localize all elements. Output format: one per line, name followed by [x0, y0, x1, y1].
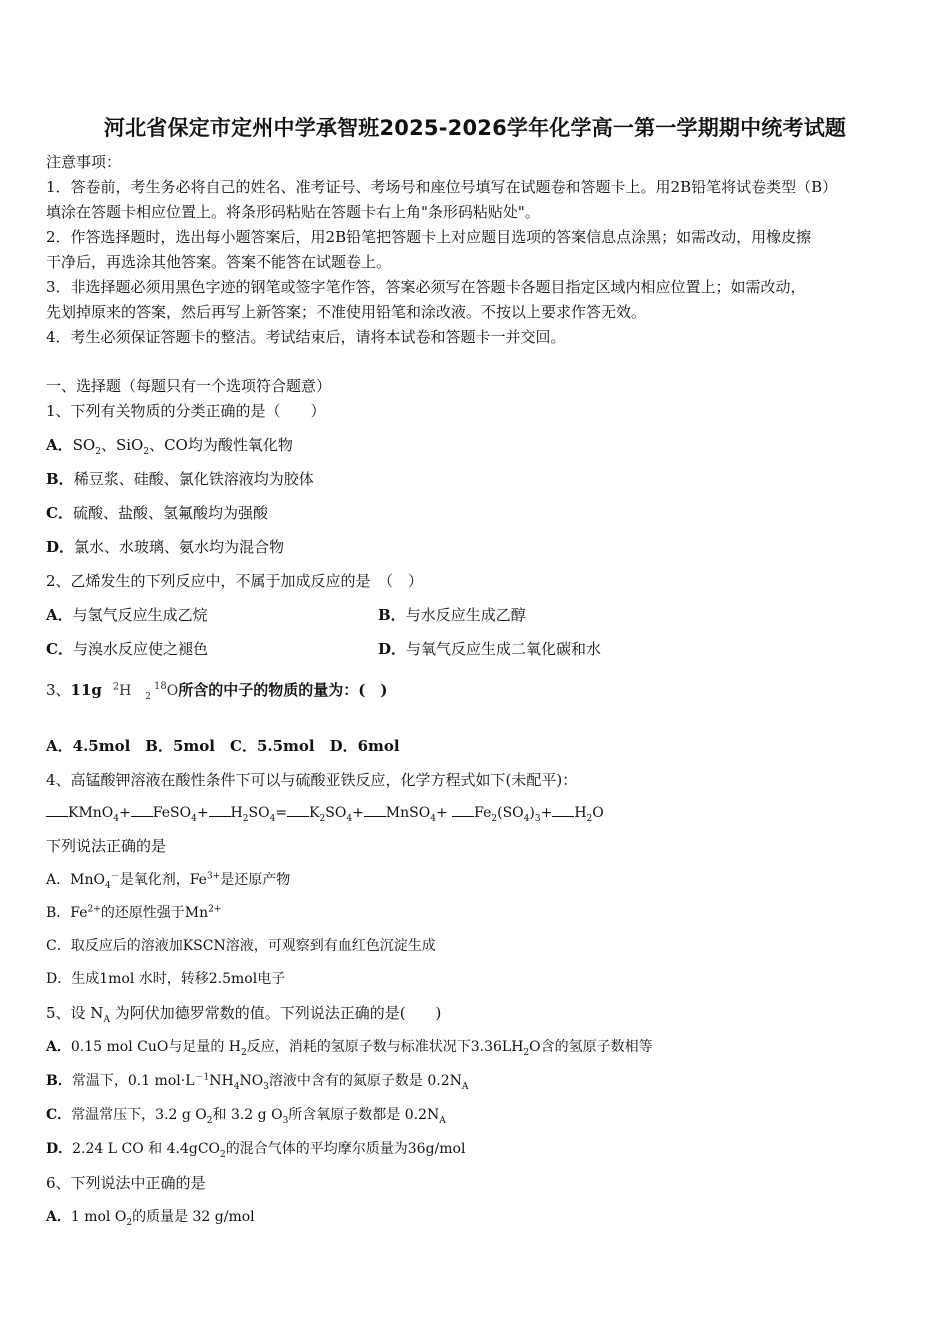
question-4-option-b: B．$Fe^{2+}$的还原性强于$Mn^{2+}$: [46, 904, 222, 921]
question-2-option-d: D．与氧气反应生成二氧化碳和水: [378, 640, 602, 658]
question-1-option-a: A．$SO_2$、SiO$_2$、CO均为酸性氧化物: [46, 436, 293, 457]
notice-line: 1．答卷前，考生务必将自己的姓名、准考证号、考场号和座位号填写在试题卷和答题卡上。用2B铅笔将试卷类型（B）: [46, 178, 838, 196]
question-5-option-a: A．0.15 mol CuO与足量的 $H_2$反应，消耗的氢原子数与标准状况下$3.36LH_2O$含的氢原子数相等: [46, 1039, 653, 1058]
notice-line: 4．考生必须保证答题卡的整洁。考试结束后，请将本试卷和答题卡一并交回。: [46, 328, 566, 346]
question-5-option-b: B．常温下，0.1 $mol\cdot L^{-1}NH_4NO_3$溶液中含有的氮原子数是 $0.2N_A$: [46, 1072, 469, 1092]
blank-line: [209, 804, 231, 817]
question-2-stem: 2、乙烯发生的下列反应中，不属于加成反应的是 （ ）: [46, 572, 424, 590]
blank-line: [364, 804, 386, 817]
blank-line: [552, 804, 574, 817]
question-5-stem: 5、设 $N_A$ 为阿伏加德罗常数的值。下列说法正确的是( ): [46, 1004, 442, 1025]
question-1-stem: 1、下列有关物质的分类正确的是（ ）: [46, 402, 326, 420]
notice-line: 填涂在答题卡相应位置上。将条形码粘贴在答题卡右上角"条形码粘贴处"。: [46, 203, 540, 221]
question-4-option-a: A．MnO$_4$－是氧化剂，$Fe^{3+}$是还原产物: [46, 871, 291, 891]
question-5-option-d: D．2.24 L CO 和 4.4gCO$_2$的混合气体的平均摩尔质量为36g/mol: [46, 1141, 466, 1160]
question-4-option-d: D．生成1mol 水时，转移2.5mol电子: [46, 971, 286, 987]
question-2-option-b: B．与水反应生成乙醇: [378, 606, 526, 624]
question-6-stem: 6、下列说法中正确的是: [46, 1174, 206, 1192]
question-4-prompt: 下列说法正确的是: [46, 837, 167, 855]
blank-line: [452, 804, 474, 817]
question-1-option-b: B．稀豆浆、硅酸、氯化铁溶液均为胶体: [46, 470, 314, 488]
question-2-option-a: A．与氢气反应生成乙烷: [46, 606, 208, 624]
notice-line: 2．作答选择题时，选出每小题答案后，用2B铅笔把答题卡上对应题目选项的答案信息点涂黑；如需改动，用橡皮擦: [46, 228, 812, 246]
question-2-option-c: C．与溴水反应使之褪色: [46, 640, 208, 658]
question-1-option-c: C．硫酸、盐酸、氢氟酸均为强酸: [46, 504, 268, 522]
blank-line: [46, 804, 68, 817]
notice-line: 先划掉原来的答案，然后再写上新答案；不准使用铅笔和涂改液。不按以上要求作答无效。: [46, 303, 647, 321]
page-title: 河北省保定市定州中学承智班2025-2026学年化学高一第一学期期中统考试题: [103, 116, 847, 140]
notice-heading: 注意事项：: [46, 153, 122, 171]
question-4-option-c: C．取反应后的溶液加KSCN溶液，可观察到有血红色沉淀生成: [46, 938, 436, 954]
chemical-equation: KMnO$_4$+ FeSO$_4$+ $H_2SO_4= K_2SO_4+$ MnSO$_4$+ $Fe_2(SO_4)_3+ H_2O$: [46, 803, 604, 823]
isotope-formula: $^2$H $_2^{18}$O: [112, 681, 179, 702]
notice-line: 干净后，再选涂其他答案。答案不能答在试题卷上。: [46, 253, 392, 271]
blank-line: [287, 804, 309, 817]
question-5-option-c: C．常温常压下，3.2 g $O_2$和 3.2 g $O_3$所含氧原子数都是 $0.2N_A$: [46, 1107, 446, 1126]
question-3-stem: 3、11g $^2$H $_2^{18}$O所含的中子的物质的量为：( ): [46, 681, 388, 702]
notice-line: 3．非选择题必须用黑色字迹的钢笔或签字笔作答，答案必须写在答题卡各题目指定区域内相应位置上；如需改动，: [46, 278, 806, 296]
question-3-options: A．4.5mol B．5mol C．5.5mol D．6mol: [46, 737, 400, 755]
question-4-stem: 4、高锰酸钾溶液在酸性条件下可以与硫酸亚铁反应，化学方程式如下(未配平)：: [46, 771, 578, 789]
question-6-option-a: A．1 mol $O_2$的质量是 32 g/mol: [46, 1209, 255, 1228]
blank-line: [131, 804, 153, 817]
question-1-option-d: D．氯水、水玻璃、氨水均为混合物: [46, 538, 285, 556]
section-heading: 一、选择题（每题只有一个选项符合题意）: [46, 377, 332, 395]
